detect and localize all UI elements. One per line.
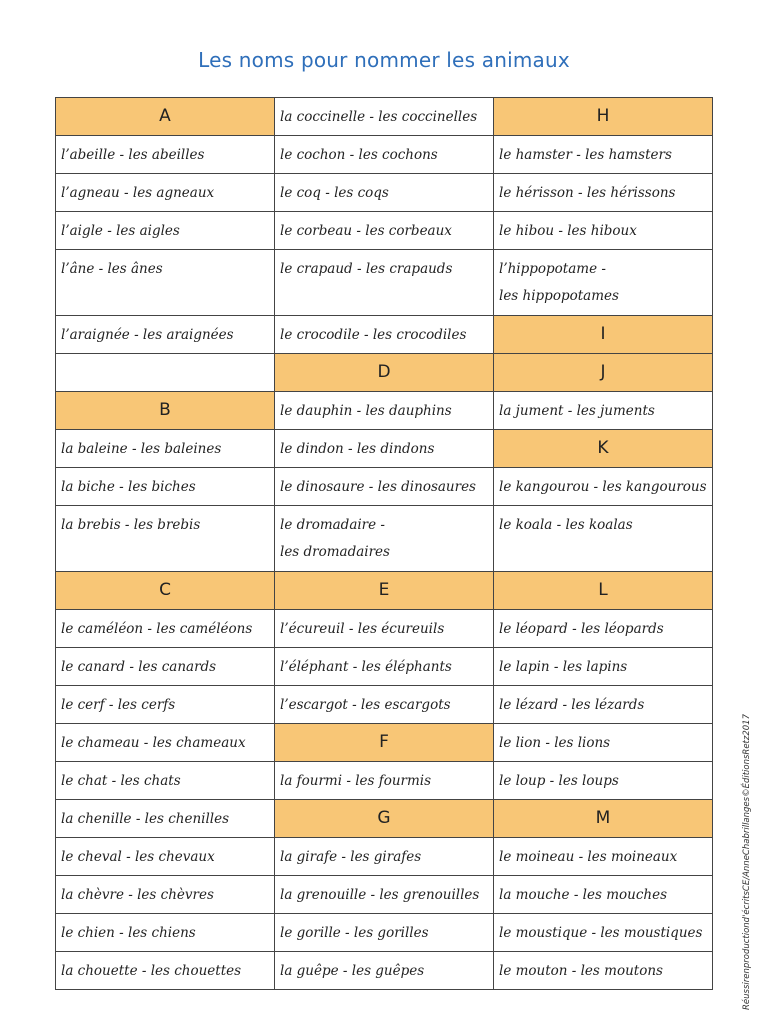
animal-name-cell: le kangourou - les kangourous bbox=[494, 468, 713, 506]
letter-header: C bbox=[56, 572, 275, 610]
animal-name-cell: le cerf - les cerfs bbox=[56, 686, 275, 724]
animal-name-cell: le dinosaure - les dinosaures bbox=[275, 468, 494, 506]
animal-singular-line: l’hippopotame - bbox=[499, 261, 606, 277]
animal-name-cell: la guêpe - les guêpes bbox=[275, 952, 494, 990]
letter-header: E bbox=[275, 572, 494, 610]
animal-name-cell: l’agneau - les agneaux bbox=[56, 174, 275, 212]
animal-name-cell: l’abeille - les abeilles bbox=[56, 136, 275, 174]
animal-name-cell: le léopard - les léopards bbox=[494, 610, 713, 648]
animal-name-cell: l’aigle - les aigles bbox=[56, 212, 275, 250]
animal-name-cell: le moineau - les moineaux bbox=[494, 838, 713, 876]
animal-plural-line: les hippopotames bbox=[499, 288, 619, 304]
letter-header: A bbox=[56, 98, 275, 136]
animal-name-cell: le dauphin - les dauphins bbox=[275, 392, 494, 430]
letter-header: G bbox=[275, 800, 494, 838]
animal-name-cell: le lézard - les lézards bbox=[494, 686, 713, 724]
letter-header: K bbox=[494, 430, 713, 468]
letter-header: I bbox=[494, 316, 713, 354]
animal-name-cell: l’âne - les ânes bbox=[56, 250, 275, 316]
animal-name-cell: l’écureuil - les écureuils bbox=[275, 610, 494, 648]
animal-name-cell: la coccinelle - les coccinelles bbox=[275, 98, 494, 136]
animal-name-cell: le cochon - les cochons bbox=[275, 136, 494, 174]
animal-name-cell: le chameau - les chameaux bbox=[56, 724, 275, 762]
animal-name-cell: la chèvre - les chèvres bbox=[56, 876, 275, 914]
animal-name-cell: le koala - les koalas bbox=[494, 506, 713, 572]
animal-name-cell: la biche - les biches bbox=[56, 468, 275, 506]
animal-name-cell: la chenille - les chenilles bbox=[56, 800, 275, 838]
animal-name-cell: la grenouille - les grenouilles bbox=[275, 876, 494, 914]
letter-header: F bbox=[275, 724, 494, 762]
animal-name-cell: la brebis - les brebis bbox=[56, 506, 275, 572]
letter-header: D bbox=[275, 354, 494, 392]
animal-name-cell: le crapaud - les crapauds bbox=[275, 250, 494, 316]
animal-name-cell: le crocodile - les crocodiles bbox=[275, 316, 494, 354]
animal-name-cell: l’araignée - les araignées bbox=[56, 316, 275, 354]
letter-header: J bbox=[494, 354, 713, 392]
animal-names-table bbox=[55, 97, 713, 990]
letter-header: H bbox=[494, 98, 713, 136]
animal-name-cell: le caméléon - les caméléons bbox=[56, 610, 275, 648]
animal-name-cell: le chat - les chats bbox=[56, 762, 275, 800]
animal-name-cell: le hérisson - les hérissons bbox=[494, 174, 713, 212]
animal-name-cell: le corbeau - les corbeaux bbox=[275, 212, 494, 250]
animal-name-cell: le hamster - les hamsters bbox=[494, 136, 713, 174]
animal-name-cell: la jument - les juments bbox=[494, 392, 713, 430]
side-credit: Réussirenproductiond'écritsCE/AnneChabrillanges©ÉditionsRetz2017 bbox=[742, 714, 752, 1010]
letter-header: L bbox=[494, 572, 713, 610]
animal-name-cell: le lapin - les lapins bbox=[494, 648, 713, 686]
animal-name-cell bbox=[275, 506, 494, 572]
animal-name-cell: le canard - les canards bbox=[56, 648, 275, 686]
animal-name-cell: la girafe - les girafes bbox=[275, 838, 494, 876]
animal-name-cell: la chouette - les chouettes bbox=[56, 952, 275, 990]
animal-name-cell: le loup - les loups bbox=[494, 762, 713, 800]
animal-name-cell: le gorille - les gorilles bbox=[275, 914, 494, 952]
letter-header: M bbox=[494, 800, 713, 838]
animal-name-cell: le coq - les coqs bbox=[275, 174, 494, 212]
animal-name-cell: la baleine - les baleines bbox=[56, 430, 275, 468]
letter-header: B bbox=[56, 392, 275, 430]
animal-name-cell: le lion - les lions bbox=[494, 724, 713, 762]
animal-name-cell: l’éléphant - les éléphants bbox=[275, 648, 494, 686]
animal-name-cell: l’escargot - les escargots bbox=[275, 686, 494, 724]
animal-name-cell: la mouche - les mouches bbox=[494, 876, 713, 914]
animal-name-cell bbox=[494, 250, 713, 316]
animal-name-cell: le hibou - les hiboux bbox=[494, 212, 713, 250]
animal-name-cell: le dindon - les dindons bbox=[275, 430, 494, 468]
animal-name-cell: le mouton - les moutons bbox=[494, 952, 713, 990]
animal-name-cell: le moustique - les moustiques bbox=[494, 914, 713, 952]
animal-plural-line: les dromadaires bbox=[280, 544, 390, 560]
animal-singular-line: le dromadaire - bbox=[280, 517, 385, 533]
animal-name-cell: la fourmi - les fourmis bbox=[275, 762, 494, 800]
page-title: Les noms pour nommer les animaux bbox=[198, 48, 570, 72]
empty-cell bbox=[56, 354, 275, 392]
animal-name-cell: le chien - les chiens bbox=[56, 914, 275, 952]
animal-name-cell: le cheval - les chevaux bbox=[56, 838, 275, 876]
